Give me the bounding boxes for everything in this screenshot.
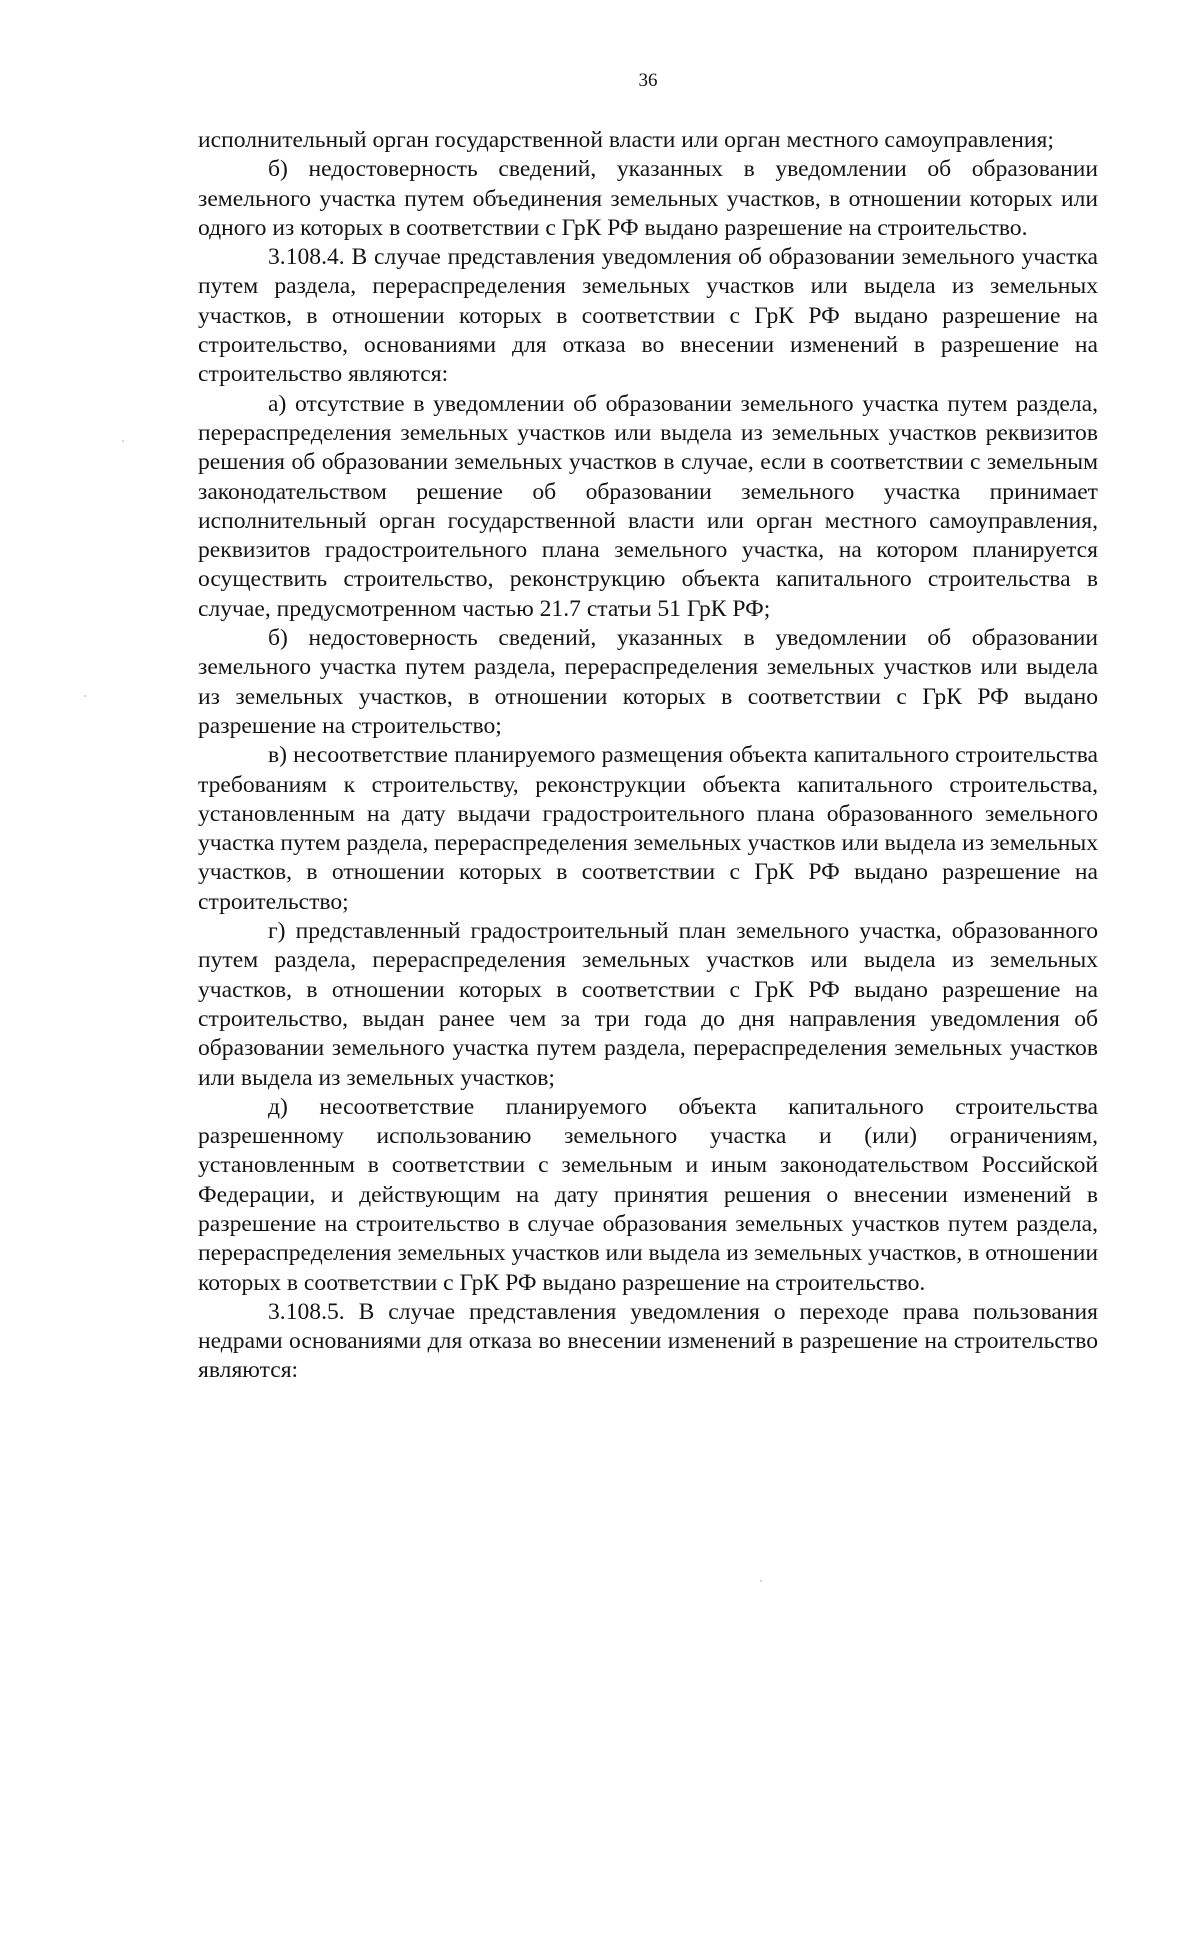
paragraph-3-108-4: 3.108.4. В случае представления уведомления об образовании земельного участка путем раздела, перераспределения земельных участков или выдела из земельных участков, в отношении которых в соответствии с ГрК РФ выдано разрешение на строительство, основаниями для отказа во внесении изменений в разрешение на строительство являются: <box>198 244 1098 388</box>
scan-speck <box>84 695 86 697</box>
paragraph-item-g: г) представленный градостроительный план земельного участка, образованного путем раздела, перераспределения земельных участков или выдела из земельных участков, в отношении которых в соответствии с ГрК РФ выдано разрешение на строительство, выдан ранее чем за три года до дня направления уведомления об образовании земельного участка путем раздела, перераспределения земельных участков или выдела из земельных участков; <box>198 918 1098 1091</box>
paragraph-item-b-merge: б) недостоверность сведений, указанных в уведомлении об образовании земельного участка путем объединения земельных участков, в отношении которых или одного из которых в соответствии с ГрК РФ выдано разрешение на строительство. <box>198 156 1098 241</box>
page-number: 36 <box>638 70 658 91</box>
paragraph-item-d: д) несоответствие планируемого объекта капитального строительства разрешенному использованию земельного участка и (или) ограничениям, установленным в соответствии с земельным и иным законодательством Российской Федерации, и действующим на дату принятия решения о внесении изменений в разрешение на строительство в случае образования земельных участков путем раздела, перераспределения земельных участков или выдела из земельных участков, в отношении которых в соответствии с ГрК РФ выдано разрешение на строительство. <box>198 1093 1098 1296</box>
scan-speck <box>760 1580 762 1582</box>
scan-speck <box>122 440 124 442</box>
paragraph-item-v: в) несоответствие планируемого размещения объекта капитального строительства требованиям к строительству, реконструкции объекта капитального строительства, установленным на дату выдачи градостроительного плана образованного земельного участка путем раздела, перераспределения земельных участков или выдела из земельных участков, в отношении которых в соответствии с ГрК РФ выдано разрешение на строительство; <box>198 742 1098 915</box>
paragraph-3-108-5: 3.108.5. В случае представления уведомления о переходе права пользования недрами основаниями для отказа во внесении изменений в разрешение на строительство являются: <box>198 1298 1098 1384</box>
paragraph-continuation: исполнительный орган государственной власти или орган местного самоуправления; <box>198 127 1054 153</box>
paragraph-item-b: б) недостоверность сведений, указанных в уведомлении об образовании земельного участка путем раздела, перераспределения земельных участков или выдела из земельных участков, в отношении которых в соответствии с ГрК РФ выдано разрешение на строительство; <box>198 625 1098 739</box>
paragraph-item-a: а) отсутствие в уведомлении об образовании земельного участка путем раздела, перераспределения земельных участков или выдела из земельных участков реквизитов решения об образовании земельных участков в случае, если в соответствии с земельным законодательством решение об образовании земельного участка принимает исполнительный орган государственной власти или орган местного самоуправления, реквизитов градостроительного плана земельного участка, на котором планируется осуществить строительство, реконструкцию объекта капитального строительства в случае, предусмотренном частью 21.7 статьи 51 ГрК РФ; <box>198 390 1098 622</box>
document-body <box>198 126 1098 1386</box>
